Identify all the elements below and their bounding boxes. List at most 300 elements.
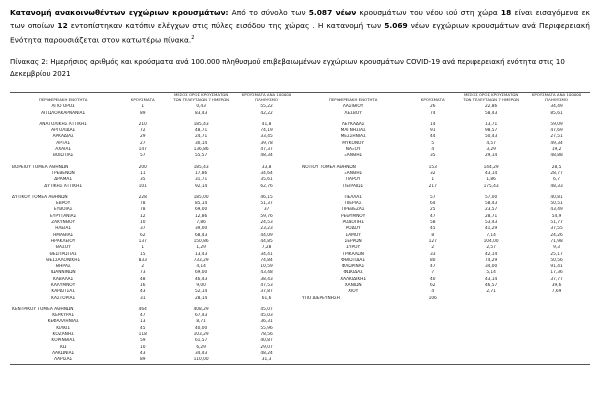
- cell-region: ΥΠΟ ΔΙΕΡΕΥΝΗΣΗ: [302, 295, 340, 301]
- cell-region: ΕΥΡΥΤΑΝΙΑΣ: [50, 213, 77, 219]
- cell-cases: 35: [429, 153, 436, 159]
- cell-per100k: 91,41: [550, 264, 563, 270]
- cell-avg7: 55,57: [194, 153, 208, 159]
- cell-avg7: 12,86: [194, 213, 208, 219]
- cell-cases: 78: [139, 201, 146, 207]
- cell-avg7: 41,29: [484, 226, 498, 232]
- cell-cases: 45: [139, 325, 146, 331]
- cell-avg7: 144,29: [483, 164, 499, 170]
- cell-avg7: 9,00: [196, 282, 206, 288]
- cell-region: ΛΑΣΙΘΙΟΥ: [342, 104, 364, 110]
- cell-avg7: 0,43: [196, 104, 206, 110]
- cell-cases: 13: [139, 319, 146, 325]
- cell-region: ΣΑΜΟΥ: [345, 232, 361, 238]
- cell-region: ΦΘΙΩΤΙΔΑΣ: [341, 257, 366, 263]
- cell-avg7: 185,00: [193, 194, 209, 200]
- cell-avg7: 46,57: [484, 282, 498, 288]
- cell-avg7: 58,43: [484, 110, 498, 116]
- cell-region: ΠΡΕΒΕΖΑΣ: [341, 207, 365, 213]
- intro-text-part5: νέων εγχώριων κρουσμάτων ανά Περιφερειακή Ενότητα παρουσιάζεται στον κατωτέρω πίνακα.: [10, 21, 590, 45]
- cell-per100k: 38,43: [260, 276, 273, 282]
- cell-cases: 8: [431, 232, 435, 238]
- cell-avg7: 31,71: [194, 177, 208, 183]
- col-header-avg7-right: ΜΕΣΟΣ ΟΡΟΣ ΚΡΟΥΣΜΑΤΩΝ ΤΩΝ ΤΕΛΕΥΤΑΙΩΝ 7 ΗΜΕΡΩΝ: [463, 92, 520, 102]
- cell-avg7: 98,57: [484, 128, 498, 134]
- cell-per100k: 44,09: [260, 232, 273, 238]
- cell-avg7: 28,14: [194, 295, 208, 301]
- cell-cases: 89: [139, 110, 146, 116]
- cell-avg7: 92,14: [194, 183, 208, 189]
- cell-cases: 35: [139, 177, 146, 183]
- cell-avg7: 110,00: [193, 357, 209, 363]
- intro-paragraph: [10, 6, 590, 47]
- cell-cases: 59: [139, 338, 146, 344]
- cell-avg7: 13,71: [484, 121, 498, 127]
- left-table-body: [10, 104, 300, 363]
- cell-per100k: 33,45: [260, 134, 273, 140]
- right-table-body: [300, 104, 590, 302]
- cell-cases: 48: [139, 276, 146, 282]
- cell-avg7: 24,71: [194, 134, 208, 140]
- cell-avg7: 104,00: [483, 238, 499, 244]
- cell-region: ΡΕΘΥΜΝΟΥ: [341, 213, 366, 219]
- cell-per100k: 7,28: [261, 245, 272, 251]
- cell-cases: 64: [429, 201, 436, 207]
- cell-avg7: 69,00: [194, 207, 208, 213]
- cell-avg7: 13,43: [194, 251, 208, 257]
- cell-avg7: 85,14: [194, 201, 208, 207]
- cell-per100k: 48,24: [260, 350, 273, 356]
- cell-region: ΜΕΣΣΗΝΙΑΣ: [340, 134, 366, 140]
- table-row: [10, 357, 300, 363]
- cell-region: ΖΑΚΥΝΘΟΥ: [51, 220, 76, 226]
- cell-per100k: 29,07: [260, 344, 273, 350]
- cell-avg7: 57,00: [484, 194, 498, 200]
- cell-region: ΚΑΛΥΜΝΟΥ: [51, 282, 76, 288]
- cell-per100k: 34,49: [550, 104, 563, 110]
- col-header-region-left: ΠΕΡΙΦΕΡΕΙΑΚΗ ΕΝΟΤΗΤΑ: [38, 96, 88, 102]
- cell-region: ΜΑΓΝΗΣΙΑΣ: [340, 128, 366, 134]
- cell-cases: 127: [428, 238, 437, 244]
- cell-region: ΗΜΑΘΙΑΣ: [53, 232, 74, 238]
- cell-per100k: 48,34: [260, 153, 273, 159]
- regional-cases-table: [10, 92, 590, 364]
- cell-region: ΘΕΣΣΑΛΟΝΙΚΗΣ: [46, 257, 81, 263]
- cell-avg7: 34,00: [484, 264, 498, 270]
- cell-per100k: 25,17: [550, 251, 563, 257]
- cell-avg7: 29,14: [484, 153, 498, 159]
- cell-cases: 47: [429, 213, 436, 219]
- cell-per100k: 54,9: [551, 213, 562, 219]
- cell-cases: 89: [139, 357, 146, 363]
- cell-region: ΧΙΟΥ: [348, 289, 359, 295]
- cell-avg7: 43,14: [484, 276, 498, 282]
- cell-region: ΕΥΒΟΙΑΣ: [53, 207, 73, 213]
- cell-per100k: 36,31: [260, 319, 273, 325]
- cell-region: ΜΥΚΟΝΟΥ: [342, 140, 365, 146]
- cell-cases: 228: [138, 194, 147, 200]
- cell-per100k: 47,53: [260, 282, 273, 288]
- cell-region: ΑΡΚΑΔΙΑΣ: [52, 134, 74, 140]
- cell-avg7: 30,14: [194, 140, 208, 146]
- cell-avg7: 34,43: [194, 350, 208, 356]
- cell-per100k: 37: [263, 207, 270, 213]
- cell-per100k: 37,87: [260, 289, 273, 295]
- footnote-marker: 2: [191, 35, 195, 42]
- cell-per100k: 39,78: [260, 140, 273, 146]
- cell-cases: 43: [139, 350, 146, 356]
- col-header-avg7-left: ΜΕΣΟΣ ΟΡΟΣ ΚΡΟΥΣΜΑΤΩΝ ΤΩΝ ΤΕΛΕΥΤΑΙΩΝ 7 ΗΜΕΡΩΝ: [173, 92, 230, 102]
- cell-avg7: 83,43: [194, 110, 208, 116]
- cell-region: ΙΩΑΝΝΙΝΩΝ: [50, 270, 76, 276]
- cell-cases: 58: [429, 220, 436, 226]
- cell-region: ΓΡΕΒΕΝΩΝ: [51, 170, 75, 176]
- cell-region: ΣΥΡΟΥ: [346, 245, 361, 251]
- cell-region: ΑΝΑΤΟΛΙΚΗΣ ΑΤΤΙΚΗΣ: [39, 121, 87, 127]
- cell-avg7: 17,86: [194, 170, 208, 176]
- cell-avg7: 408,29: [193, 306, 209, 312]
- cell-avg7: 5,14: [486, 270, 496, 276]
- cell-per100k: 85,61: [550, 110, 563, 116]
- cell-per100k: 45,07: [260, 306, 273, 312]
- cell-cases: 10: [139, 220, 146, 226]
- cell-per100k: 24,26: [550, 232, 563, 238]
- cell-region: ΠΙΕΡΙΑΣ: [344, 201, 362, 207]
- cell-per100k: 41,8: [261, 121, 272, 127]
- cell-region: ΡΟΔΟΠΗΣ: [342, 220, 364, 226]
- cell-per100k: 40,87: [260, 338, 273, 344]
- cell-avg7: 53,43: [484, 220, 498, 226]
- cell-avg7: 150,86: [193, 238, 209, 244]
- cell-region: ΦΛΩΡΙΝΑΣ: [342, 264, 365, 270]
- cell-cases: 25: [429, 207, 436, 213]
- cell-region: ΒΟΙΩΤΙΑΣ: [52, 153, 74, 159]
- cell-region: ΧΑΛΚΙΔΙΚΗΣ: [340, 276, 367, 282]
- cell-region: ΑΡΓΟΛΙΔΑΣ: [51, 128, 76, 134]
- left-table-head: [10, 93, 300, 104]
- cell-cases: 137: [138, 238, 147, 244]
- cell-cases: 47: [429, 264, 436, 270]
- cell-cases: 4: [431, 147, 435, 153]
- intro-lead-label: Κατανομή ανακοινωθέντων εγχώριων κρουσμάτων:: [10, 8, 229, 17]
- intro-gateway-count: 12: [57, 21, 68, 31]
- col-header-region-right: ΠΕΡΙΦΕΡΕΙΑΚΗ ΕΝΟΤΗΤΑ: [328, 96, 378, 102]
- cell-cases: 78: [139, 207, 146, 213]
- cell-per100k: 46,15: [260, 194, 273, 200]
- cell-cases: 73: [139, 270, 146, 276]
- cell-avg7: 2,57: [486, 245, 496, 251]
- cell-per100k: 34,64: [260, 170, 273, 176]
- cell-avg7: 1,29: [196, 245, 206, 251]
- right-table: [300, 93, 590, 302]
- cell-avg7: 4,57: [486, 140, 496, 146]
- cell-per100k: 24,53: [260, 220, 273, 226]
- cell-cases: 43: [139, 289, 146, 295]
- cell-per100k: 49,34: [550, 140, 563, 146]
- cell-cases: 29: [139, 134, 146, 140]
- cell-cases: 106: [428, 295, 437, 301]
- cell-avg7: 733,29: [193, 257, 209, 263]
- cell-avg7: 23,57: [484, 207, 498, 213]
- cell-cases: 200: [138, 164, 147, 170]
- cell-region: ΔΡΑΜΑΣ: [54, 177, 73, 183]
- cell-avg7: 103,29: [193, 332, 209, 338]
- cell-per100k: [523, 296, 590, 302]
- cell-per100k: 59,09: [550, 121, 563, 127]
- right-panel: [300, 93, 590, 363]
- cell-avg7: 50,43: [484, 134, 498, 140]
- cell-region: ΒΟΡΕΙΟΥ ΤΟΜΕΑ ΑΘΗΝΩΝ: [12, 164, 69, 170]
- cell-avg7: 185,43: [193, 164, 209, 170]
- cell-cases: 47: [139, 313, 146, 319]
- cell-region: ΛΕΥΚΑΔΑΣ: [341, 121, 365, 127]
- cell-region: ΣΕΡΡΩΝ: [344, 238, 362, 244]
- cell-region: ΚΕΝΤΡΙΚΟΥ ΤΟΜΕΑ ΑΘΗΝΩΝ: [12, 306, 74, 312]
- intro-text-part2: κρουσμάτων του νέου ιού στη χώρα: [356, 8, 501, 17]
- col-header-cases-left: ΚΡΟΥΣΜΑΤΑ: [130, 96, 155, 102]
- cell-per100k: 48,88: [550, 153, 563, 159]
- cell-region: ΛΑΚΩΝΙΑΣ: [52, 350, 75, 356]
- cell-per100k: 40,81: [550, 194, 563, 200]
- cell-per100k: 6,7: [553, 177, 560, 183]
- cell-cases: 31: [139, 295, 146, 301]
- cell-per100k: 55,96: [260, 325, 273, 331]
- intro-imported-count: 18: [500, 8, 512, 17]
- cell-region: ΛΕΣΒΟΥ: [344, 110, 362, 116]
- cell-cases: 1: [431, 177, 435, 183]
- cell-cases: 44: [429, 134, 436, 140]
- cell-cases: 1: [141, 245, 145, 251]
- cell-cases: 16: [139, 282, 146, 288]
- intro-text-part3: είναι εισαγόμενα εκ των οποίων: [10, 8, 590, 31]
- cell-per100k: 34,41: [260, 251, 273, 257]
- cell-region: ΕΒΡΟΥ: [56, 201, 71, 207]
- col-header-cases-right: ΚΡΟΥΣΜΑΤΑ: [420, 96, 445, 102]
- cell-region: ΝΟΤΙΟΥ ΤΟΜΕΑ ΑΘΗΝΩΝ: [302, 164, 356, 170]
- cell-cases: 4: [431, 289, 435, 295]
- intro-text-part4: εντοπίστηκαν κατόπιν ελέγχων στις πύλες εισόδου της χώρας . Η κατανομή των: [67, 21, 385, 31]
- intro-text-part1: Από το σύνολο των: [228, 8, 309, 17]
- cell-region: ΞΑΝΘΗΣ: [344, 170, 363, 176]
- cell-per100k: 55,22: [260, 104, 273, 110]
- cell-avg7: 6,29: [196, 344, 206, 350]
- cell-per100k: 62,76: [260, 183, 273, 189]
- cell-cases: 1: [141, 104, 145, 110]
- cell-region: ΞΑΝΘΗΣ: [344, 153, 363, 159]
- cell-cases: 33: [429, 251, 436, 257]
- cell-region: ΚΑΣΤΟΡΙΑΣ: [51, 295, 76, 301]
- cell-cases: 101: [138, 183, 147, 189]
- cell-per100k: 59,76: [260, 213, 273, 219]
- cell-avg7: 4,14: [196, 264, 206, 270]
- cell-region: ΑΙΤΩΛΟΑΚΑΡΝΑΝΙΑΣ: [41, 110, 86, 116]
- right-table-head: [300, 93, 590, 104]
- cell-avg7: 42,14: [484, 251, 498, 257]
- cell-region: ΚΕΦΑΛΛΗΝΙΑΣ: [47, 319, 79, 325]
- cell-avg7: 67,43: [194, 313, 208, 319]
- cell-region: ΤΡΙΚΑΛΩΝ: [342, 251, 365, 257]
- cell-per100k: 74,19: [260, 128, 273, 134]
- cell-per100k: 50,51: [550, 201, 563, 207]
- cell-region: ΚΩ: [60, 344, 67, 350]
- cell-region: ΚΙΛΚΙΣ: [56, 325, 71, 331]
- cell-avg7: 48,71: [194, 128, 208, 134]
- cell-cases: 464: [138, 306, 147, 312]
- cell-cases: 80: [429, 257, 436, 263]
- cell-region: ΑΧΑΪΑΣ: [55, 147, 72, 153]
- cell-cases: 57: [139, 153, 146, 159]
- cell-region: ΘΑΣΟΥ: [55, 245, 71, 251]
- cell-avg7: 3,29: [486, 147, 496, 153]
- cell-avg7: 7,14: [486, 232, 496, 238]
- cell-avg7: 136,86: [193, 147, 209, 153]
- cell-per100k: 45,03: [260, 313, 273, 319]
- cell-cases: 833: [138, 257, 147, 263]
- cell-region: ΧΑΝΙΩΝ: [344, 282, 362, 288]
- cell-region: ΝΑΞΟΥ: [345, 147, 361, 153]
- col-header-per100k-right: ΚΡΟΥΣΜΑΤΑ ΑΝΑ 100000 ΠΛΗΘΥΣΜΟ: [531, 92, 582, 102]
- cell-per100k: 51,77: [550, 220, 563, 226]
- cell-avg7: 8,71: [196, 319, 206, 325]
- cell-per100k: 35,61: [260, 177, 273, 183]
- cell-per100k: 19,2: [551, 147, 562, 153]
- cell-avg7: 69,00: [194, 270, 208, 276]
- cell-per100k: 50,56: [550, 257, 563, 263]
- cell-cases: 10: [139, 344, 146, 350]
- cell-per100k: 78,56: [260, 332, 273, 338]
- cell-region: ΦΩΚΙΔΑΣ: [343, 270, 363, 276]
- cell-avg7: 68,43: [194, 232, 208, 238]
- cell-per100k: 9,3: [553, 245, 560, 251]
- table-grid: [10, 93, 590, 363]
- cell-cases: 62: [429, 282, 436, 288]
- cell-cases: 147: [138, 147, 147, 153]
- cell-cases: 74: [429, 110, 436, 116]
- cell-cases: 27: [139, 140, 146, 146]
- cell-region: ΔΥΤΙΚΗΣ ΑΤΤΙΚΗΣ: [44, 183, 83, 189]
- cell-avg7: 175,43: [483, 183, 499, 189]
- cell-avg7: 22,86: [484, 104, 498, 110]
- cell-avg7: 61,57: [194, 338, 208, 344]
- intro-total-new-cases: 5.087 νέων: [308, 8, 357, 17]
- cell-per100k: 37,55: [550, 226, 563, 232]
- cell-avg7: 40,00: [194, 325, 208, 331]
- cell-cases: 40: [429, 276, 436, 282]
- cell-cases: 118: [138, 332, 147, 338]
- cell-region: ΠΕΙΡΑΙΩΣ: [343, 183, 364, 189]
- cell-per100k: 42,22: [260, 110, 273, 116]
- cell-cases: 37: [139, 226, 146, 232]
- cell-avg7: 28,71: [484, 213, 498, 219]
- cell-per100k: 51,37: [260, 201, 273, 207]
- cell-avg7: 2,71: [486, 289, 496, 295]
- cell-cases: 15: [139, 251, 146, 257]
- cell-per100k: 61,6: [261, 295, 272, 301]
- cell-region: ΔΥΤΙΚΟΥ ΤΟΜΕΑ ΑΘΗΝΩΝ: [12, 194, 68, 200]
- intro-domestic-cases: 5.069: [384, 21, 408, 31]
- cell-per100k: 7,69: [551, 289, 562, 295]
- cell-per100k: 71,98: [550, 238, 563, 244]
- cell-region: ΚΕΡΚΥΡΑΣ: [52, 313, 75, 319]
- cell-cases: 57: [429, 194, 436, 200]
- cell-avg7: 52,14: [194, 289, 208, 295]
- cell-per100k: 37,77: [550, 276, 563, 282]
- cell-per100k: 33,8: [261, 164, 272, 170]
- cell-avg7: 74,29: [484, 257, 498, 263]
- cell-region: ΡΟΔΟΥ: [345, 226, 361, 232]
- cell-per100k: 27,51: [550, 134, 563, 140]
- cell-region: ΠΕΛΛΑΣ: [344, 194, 362, 200]
- cell-cases: 14: [429, 121, 436, 127]
- cell-avg7: 58,43: [484, 201, 498, 207]
- cell-cases: 2: [431, 245, 435, 251]
- cell-region: ΚΟΖΑΝΗΣ: [52, 332, 74, 338]
- cell-region: ΠΑΡΟΥ: [345, 177, 361, 183]
- cell-avg7: 1,86: [486, 177, 496, 183]
- cell-cases: 12: [139, 213, 146, 219]
- cell-per100k: 48,33: [550, 183, 563, 189]
- table-row: [300, 296, 590, 302]
- cell-per100k: 43,48: [260, 270, 273, 276]
- left-table: [10, 93, 300, 363]
- cell-cases: 5: [431, 140, 435, 146]
- cell-avg7: 185,43: [193, 121, 209, 127]
- cell-region: ΘΕΣΠΡΩΤΙΑΣ: [49, 251, 77, 257]
- cell-per100k: 47,37: [260, 147, 273, 153]
- table-caption: Πίνακας 2: Ημερήσιος αριθμός και κρούσματα ανά 100.000 πληθυσμού επιβεβαιωμένων εγχώριων κρουσμάτων COVID-19 ανά περιφερειακή ενότητα στις 10 Δεκεμβρίου 2021: [10, 58, 565, 79]
- cell-region: ΚΑΡΔΙΤΣΑΣ: [51, 289, 75, 295]
- cell-cases: 153: [428, 164, 437, 170]
- cell-avg7: 7,86: [196, 220, 206, 226]
- cell-region: ΘΗΡΑΣ: [55, 264, 71, 270]
- cell-per100k: 31,3: [261, 357, 272, 363]
- cell-cases: 217: [428, 183, 437, 189]
- cell-cases: 11: [139, 170, 146, 176]
- cell-region: ΚΟΡΙΝΘΙΑΣ: [51, 338, 75, 344]
- cell-avg7: 43,14: [484, 170, 498, 176]
- cell-per100k: 39,6: [551, 282, 562, 288]
- cell-cases: 7: [431, 270, 435, 276]
- cell-cases: 62: [139, 232, 146, 238]
- cell-per100k: 43,49: [550, 207, 563, 213]
- cell-per100k: 74,84: [260, 257, 273, 263]
- cell-avg7: [459, 296, 523, 302]
- cell-per100k: 28,77: [550, 170, 563, 176]
- cell-cases: 91: [429, 128, 436, 134]
- cell-per100k: 28,5: [551, 164, 562, 170]
- cell-per100k: 17,36: [550, 270, 563, 276]
- cell-cases: 45: [429, 226, 436, 232]
- cell-region: ΚΑΒΑΛΑΣ: [53, 276, 74, 282]
- left-panel: [10, 93, 300, 363]
- cell-region: ΛΑΡΙΣΑΣ: [54, 357, 73, 363]
- cell-cases: 72: [139, 128, 146, 134]
- cell-per100k: 44,85: [260, 238, 273, 244]
- cell-cases: 32: [429, 170, 436, 176]
- cell-cases: 210: [138, 121, 147, 127]
- cell-region: ΑΓΙΟ ΟΡΟΣ: [51, 104, 75, 110]
- col-header-per100k-left: ΚΡΟΥΣΜΑΤΑ ΑΝΑ 100000 ΠΛΗΘΥΣΜΟ: [241, 92, 292, 102]
- cell-per100k: 23,23: [260, 226, 273, 232]
- cell-avg7: 39,00: [194, 226, 208, 232]
- cell-region: ΗΡΑΚΛΕΙΟΥ: [50, 238, 76, 244]
- cell-region: ΑΡΤΑΣ: [56, 140, 71, 146]
- cell-region: ΗΛΕΙΑΣ: [55, 226, 72, 232]
- cell-cases: 2: [141, 264, 145, 270]
- cell-per100k: 10,59: [260, 264, 273, 270]
- cell-cases: 26: [429, 104, 436, 110]
- cell-avg7: 46,43: [194, 276, 208, 282]
